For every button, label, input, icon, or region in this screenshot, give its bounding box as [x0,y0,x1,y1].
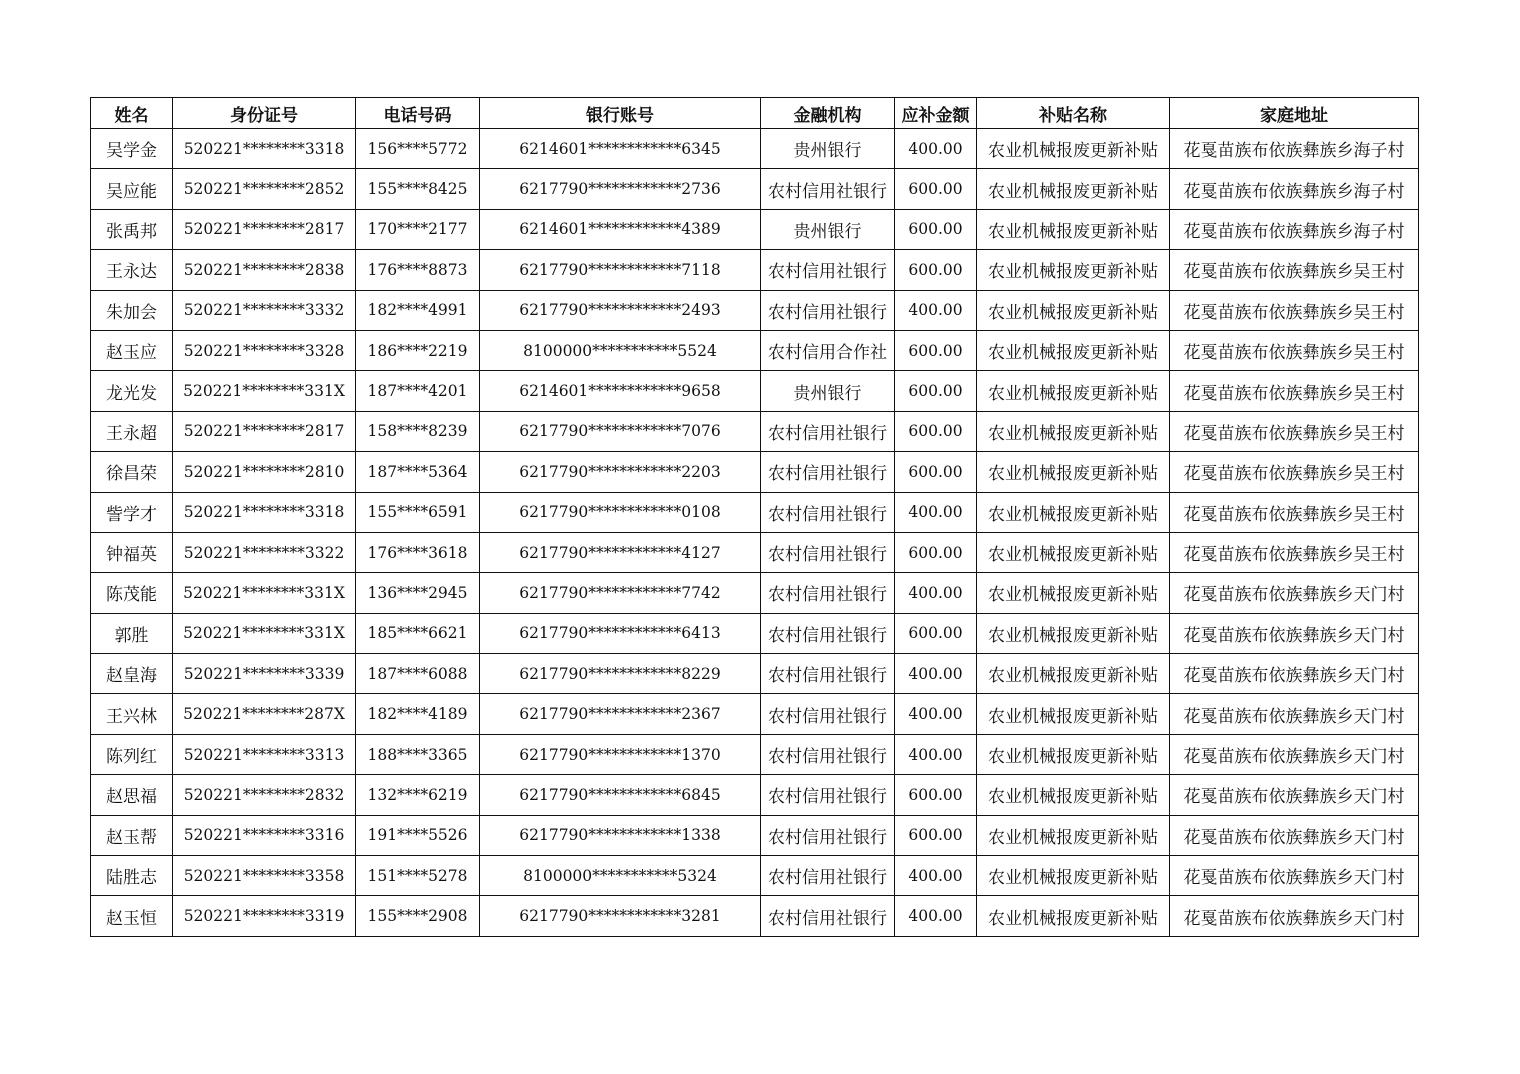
institution-cell: 农村信用社银行 [761,734,895,774]
header-amount: 应补金额 [895,98,977,129]
subsidy-table [90,97,1419,937]
phone-cell: 187****6088 [356,654,480,694]
phone-cell: 185****6621 [356,613,480,653]
id-number-cell: 520221********2838 [173,250,356,290]
address-cell: 花戛苗族布依族彝族乡天门村 [1170,694,1419,734]
table-row [91,290,1419,330]
table-row [91,169,1419,209]
name-cell: 赵玉帮 [91,815,173,855]
address-cell: 花戛苗族布依族彝族乡吴王村 [1170,411,1419,451]
institution-cell: 贵州银行 [761,209,895,249]
bank-account-cell: 6214601************4389 [480,209,761,249]
id-number-cell: 520221********3319 [173,896,356,936]
bank-account-cell: 6217790************2736 [480,169,761,209]
subsidy-name-cell: 农业机械报废更新补贴 [977,573,1170,613]
id-number-cell: 520221********331X [173,371,356,411]
subsidy-name-cell: 农业机械报废更新补贴 [977,330,1170,370]
subsidy-table-container [90,97,1418,937]
name-cell: 张禹邦 [91,209,173,249]
institution-cell: 农村信用社银行 [761,452,895,492]
amount-cell: 600.00 [895,613,977,653]
address-cell: 花戛苗族布依族彝族乡海子村 [1170,129,1419,169]
address-cell: 花戛苗族布依族彝族乡天门村 [1170,856,1419,896]
phone-cell: 155****8425 [356,169,480,209]
name-cell: 訾学才 [91,492,173,532]
table-row [91,129,1419,169]
institution-cell: 农村信用社银行 [761,613,895,653]
bank-account-cell: 6217790************7118 [480,250,761,290]
table-row [91,856,1419,896]
name-cell: 吴学金 [91,129,173,169]
address-cell: 花戛苗族布依族彝族乡天门村 [1170,815,1419,855]
bank-account-cell: 6214601************9658 [480,371,761,411]
amount-cell: 400.00 [895,573,977,613]
subsidy-name-cell: 农业机械报废更新补贴 [977,613,1170,653]
id-number-cell: 520221********2852 [173,169,356,209]
amount-cell: 400.00 [895,654,977,694]
institution-cell: 农村信用社银行 [761,856,895,896]
address-cell: 花戛苗族布依族彝族乡天门村 [1170,613,1419,653]
header-name: 姓名 [91,98,173,129]
amount-cell: 400.00 [895,856,977,896]
name-cell: 朱加会 [91,290,173,330]
name-cell: 徐昌荣 [91,452,173,492]
table-row [91,613,1419,653]
amount-cell: 600.00 [895,815,977,855]
institution-cell: 农村信用社银行 [761,573,895,613]
header-subsidy-name: 补贴名称 [977,98,1170,129]
amount-cell: 400.00 [895,129,977,169]
institution-cell: 农村信用社银行 [761,492,895,532]
table-row [91,815,1419,855]
id-number-cell: 520221********2817 [173,209,356,249]
header-bank-account: 银行账号 [480,98,761,129]
subsidy-name-cell: 农业机械报废更新补贴 [977,815,1170,855]
institution-cell: 农村信用社银行 [761,654,895,694]
phone-cell: 187****5364 [356,452,480,492]
name-cell: 赵思福 [91,775,173,815]
subsidy-name-cell: 农业机械报废更新补贴 [977,856,1170,896]
subsidy-name-cell: 农业机械报废更新补贴 [977,775,1170,815]
bank-account-cell: 6217790************4127 [480,532,761,572]
name-cell: 陆胜志 [91,856,173,896]
table-row [91,330,1419,370]
amount-cell: 400.00 [895,290,977,330]
bank-account-cell: 6217790************8229 [480,654,761,694]
institution-cell: 农村信用社银行 [761,532,895,572]
table-row [91,654,1419,694]
institution-cell: 贵州银行 [761,129,895,169]
subsidy-name-cell: 农业机械报废更新补贴 [977,654,1170,694]
institution-cell: 农村信用合作社 [761,330,895,370]
address-cell: 花戛苗族布依族彝族乡吴王村 [1170,330,1419,370]
name-cell: 赵玉恒 [91,896,173,936]
phone-cell: 136****2945 [356,573,480,613]
institution-cell: 农村信用社银行 [761,815,895,855]
amount-cell: 600.00 [895,250,977,290]
amount-cell: 400.00 [895,492,977,532]
address-cell: 花戛苗族布依族彝族乡天门村 [1170,573,1419,613]
address-cell: 花戛苗族布依族彝族乡吴王村 [1170,492,1419,532]
bank-account-cell: 6217790************3281 [480,896,761,936]
table-row [91,775,1419,815]
name-cell: 陈茂能 [91,573,173,613]
name-cell: 郭胜 [91,613,173,653]
address-cell: 花戛苗族布依族彝族乡吴王村 [1170,452,1419,492]
institution-cell: 农村信用社银行 [761,694,895,734]
phone-cell: 158****8239 [356,411,480,451]
id-number-cell: 520221********3358 [173,856,356,896]
id-number-cell: 520221********3316 [173,815,356,855]
amount-cell: 400.00 [895,734,977,774]
table-row [91,896,1419,936]
table-body [91,129,1419,937]
amount-cell: 400.00 [895,694,977,734]
header-address: 家庭地址 [1170,98,1419,129]
institution-cell: 农村信用社银行 [761,169,895,209]
subsidy-name-cell: 农业机械报废更新补贴 [977,371,1170,411]
header-id-number: 身份证号 [173,98,356,129]
subsidy-name-cell: 农业机械报废更新补贴 [977,452,1170,492]
name-cell: 龙光发 [91,371,173,411]
table-row [91,573,1419,613]
amount-cell: 600.00 [895,169,977,209]
table-row [91,452,1419,492]
bank-account-cell: 6214601************6345 [480,129,761,169]
id-number-cell: 520221********331X [173,573,356,613]
bank-account-cell: 6217790************6845 [480,775,761,815]
bank-account-cell: 6217790************0108 [480,492,761,532]
id-number-cell: 520221********3339 [173,654,356,694]
phone-cell: 176****8873 [356,250,480,290]
address-cell: 花戛苗族布依族彝族乡吴王村 [1170,371,1419,411]
name-cell: 赵玉应 [91,330,173,370]
amount-cell: 600.00 [895,209,977,249]
phone-cell: 182****4189 [356,694,480,734]
table-row [91,492,1419,532]
header-row [91,98,1419,129]
subsidy-name-cell: 农业机械报废更新补贴 [977,290,1170,330]
subsidy-name-cell: 农业机械报废更新补贴 [977,411,1170,451]
amount-cell: 600.00 [895,532,977,572]
id-number-cell: 520221********3318 [173,492,356,532]
table-row [91,694,1419,734]
id-number-cell: 520221********3313 [173,734,356,774]
phone-cell: 187****4201 [356,371,480,411]
amount-cell: 600.00 [895,411,977,451]
phone-cell: 155****6591 [356,492,480,532]
name-cell: 王永达 [91,250,173,290]
name-cell: 王兴林 [91,694,173,734]
id-number-cell: 520221********2817 [173,411,356,451]
table-row [91,411,1419,451]
bank-account-cell: 6217790************1370 [480,734,761,774]
bank-account-cell: 6217790************7076 [480,411,761,451]
address-cell: 花戛苗族布依族彝族乡天门村 [1170,896,1419,936]
amount-cell: 400.00 [895,896,977,936]
amount-cell: 600.00 [895,371,977,411]
name-cell: 赵皇海 [91,654,173,694]
subsidy-name-cell: 农业机械报废更新补贴 [977,250,1170,290]
institution-cell: 农村信用社银行 [761,250,895,290]
amount-cell: 600.00 [895,775,977,815]
id-number-cell: 520221********3322 [173,532,356,572]
institution-cell: 农村信用社银行 [761,775,895,815]
address-cell: 花戛苗族布依族彝族乡天门村 [1170,654,1419,694]
id-number-cell: 520221********2832 [173,775,356,815]
table-row [91,209,1419,249]
phone-cell: 176****3618 [356,532,480,572]
bank-account-cell: 6217790************7742 [480,573,761,613]
phone-cell: 182****4991 [356,290,480,330]
address-cell: 花戛苗族布依族彝族乡天门村 [1170,734,1419,774]
bank-account-cell: 6217790************6413 [480,613,761,653]
phone-cell: 186****2219 [356,330,480,370]
bank-account-cell: 8100000***********5524 [480,330,761,370]
id-number-cell: 520221********2810 [173,452,356,492]
phone-cell: 188****3365 [356,734,480,774]
bank-account-cell: 6217790************2367 [480,694,761,734]
subsidy-name-cell: 农业机械报废更新补贴 [977,209,1170,249]
subsidy-name-cell: 农业机械报废更新补贴 [977,734,1170,774]
name-cell: 王永超 [91,411,173,451]
header-phone: 电话号码 [356,98,480,129]
id-number-cell: 520221********3318 [173,129,356,169]
amount-cell: 600.00 [895,330,977,370]
address-cell: 花戛苗族布依族彝族乡海子村 [1170,169,1419,209]
address-cell: 花戛苗族布依族彝族乡吴王村 [1170,290,1419,330]
id-number-cell: 520221********287X [173,694,356,734]
bank-account-cell: 6217790************2203 [480,452,761,492]
id-number-cell: 520221********3328 [173,330,356,370]
table-row [91,250,1419,290]
institution-cell: 贵州银行 [761,371,895,411]
address-cell: 花戛苗族布依族彝族乡海子村 [1170,209,1419,249]
table-row [91,532,1419,572]
address-cell: 花戛苗族布依族彝族乡天门村 [1170,775,1419,815]
address-cell: 花戛苗族布依族彝族乡吴王村 [1170,250,1419,290]
phone-cell: 155****2908 [356,896,480,936]
bank-account-cell: 8100000***********5324 [480,856,761,896]
subsidy-name-cell: 农业机械报废更新补贴 [977,694,1170,734]
bank-account-cell: 6217790************1338 [480,815,761,855]
phone-cell: 151****5278 [356,856,480,896]
subsidy-name-cell: 农业机械报废更新补贴 [977,169,1170,209]
header-institution: 金融机构 [761,98,895,129]
bank-account-cell: 6217790************2493 [480,290,761,330]
phone-cell: 191****5526 [356,815,480,855]
phone-cell: 170****2177 [356,209,480,249]
id-number-cell: 520221********331X [173,613,356,653]
id-number-cell: 520221********3332 [173,290,356,330]
subsidy-name-cell: 农业机械报废更新补贴 [977,129,1170,169]
phone-cell: 132****6219 [356,775,480,815]
phone-cell: 156****5772 [356,129,480,169]
institution-cell: 农村信用社银行 [761,411,895,451]
name-cell: 陈列红 [91,734,173,774]
table-row [91,734,1419,774]
subsidy-name-cell: 农业机械报废更新补贴 [977,896,1170,936]
subsidy-name-cell: 农业机械报废更新补贴 [977,532,1170,572]
name-cell: 吴应能 [91,169,173,209]
address-cell: 花戛苗族布依族彝族乡吴王村 [1170,532,1419,572]
institution-cell: 农村信用社银行 [761,896,895,936]
amount-cell: 600.00 [895,452,977,492]
name-cell: 钟福英 [91,532,173,572]
institution-cell: 农村信用社银行 [761,290,895,330]
table-row [91,371,1419,411]
subsidy-name-cell: 农业机械报废更新补贴 [977,492,1170,532]
